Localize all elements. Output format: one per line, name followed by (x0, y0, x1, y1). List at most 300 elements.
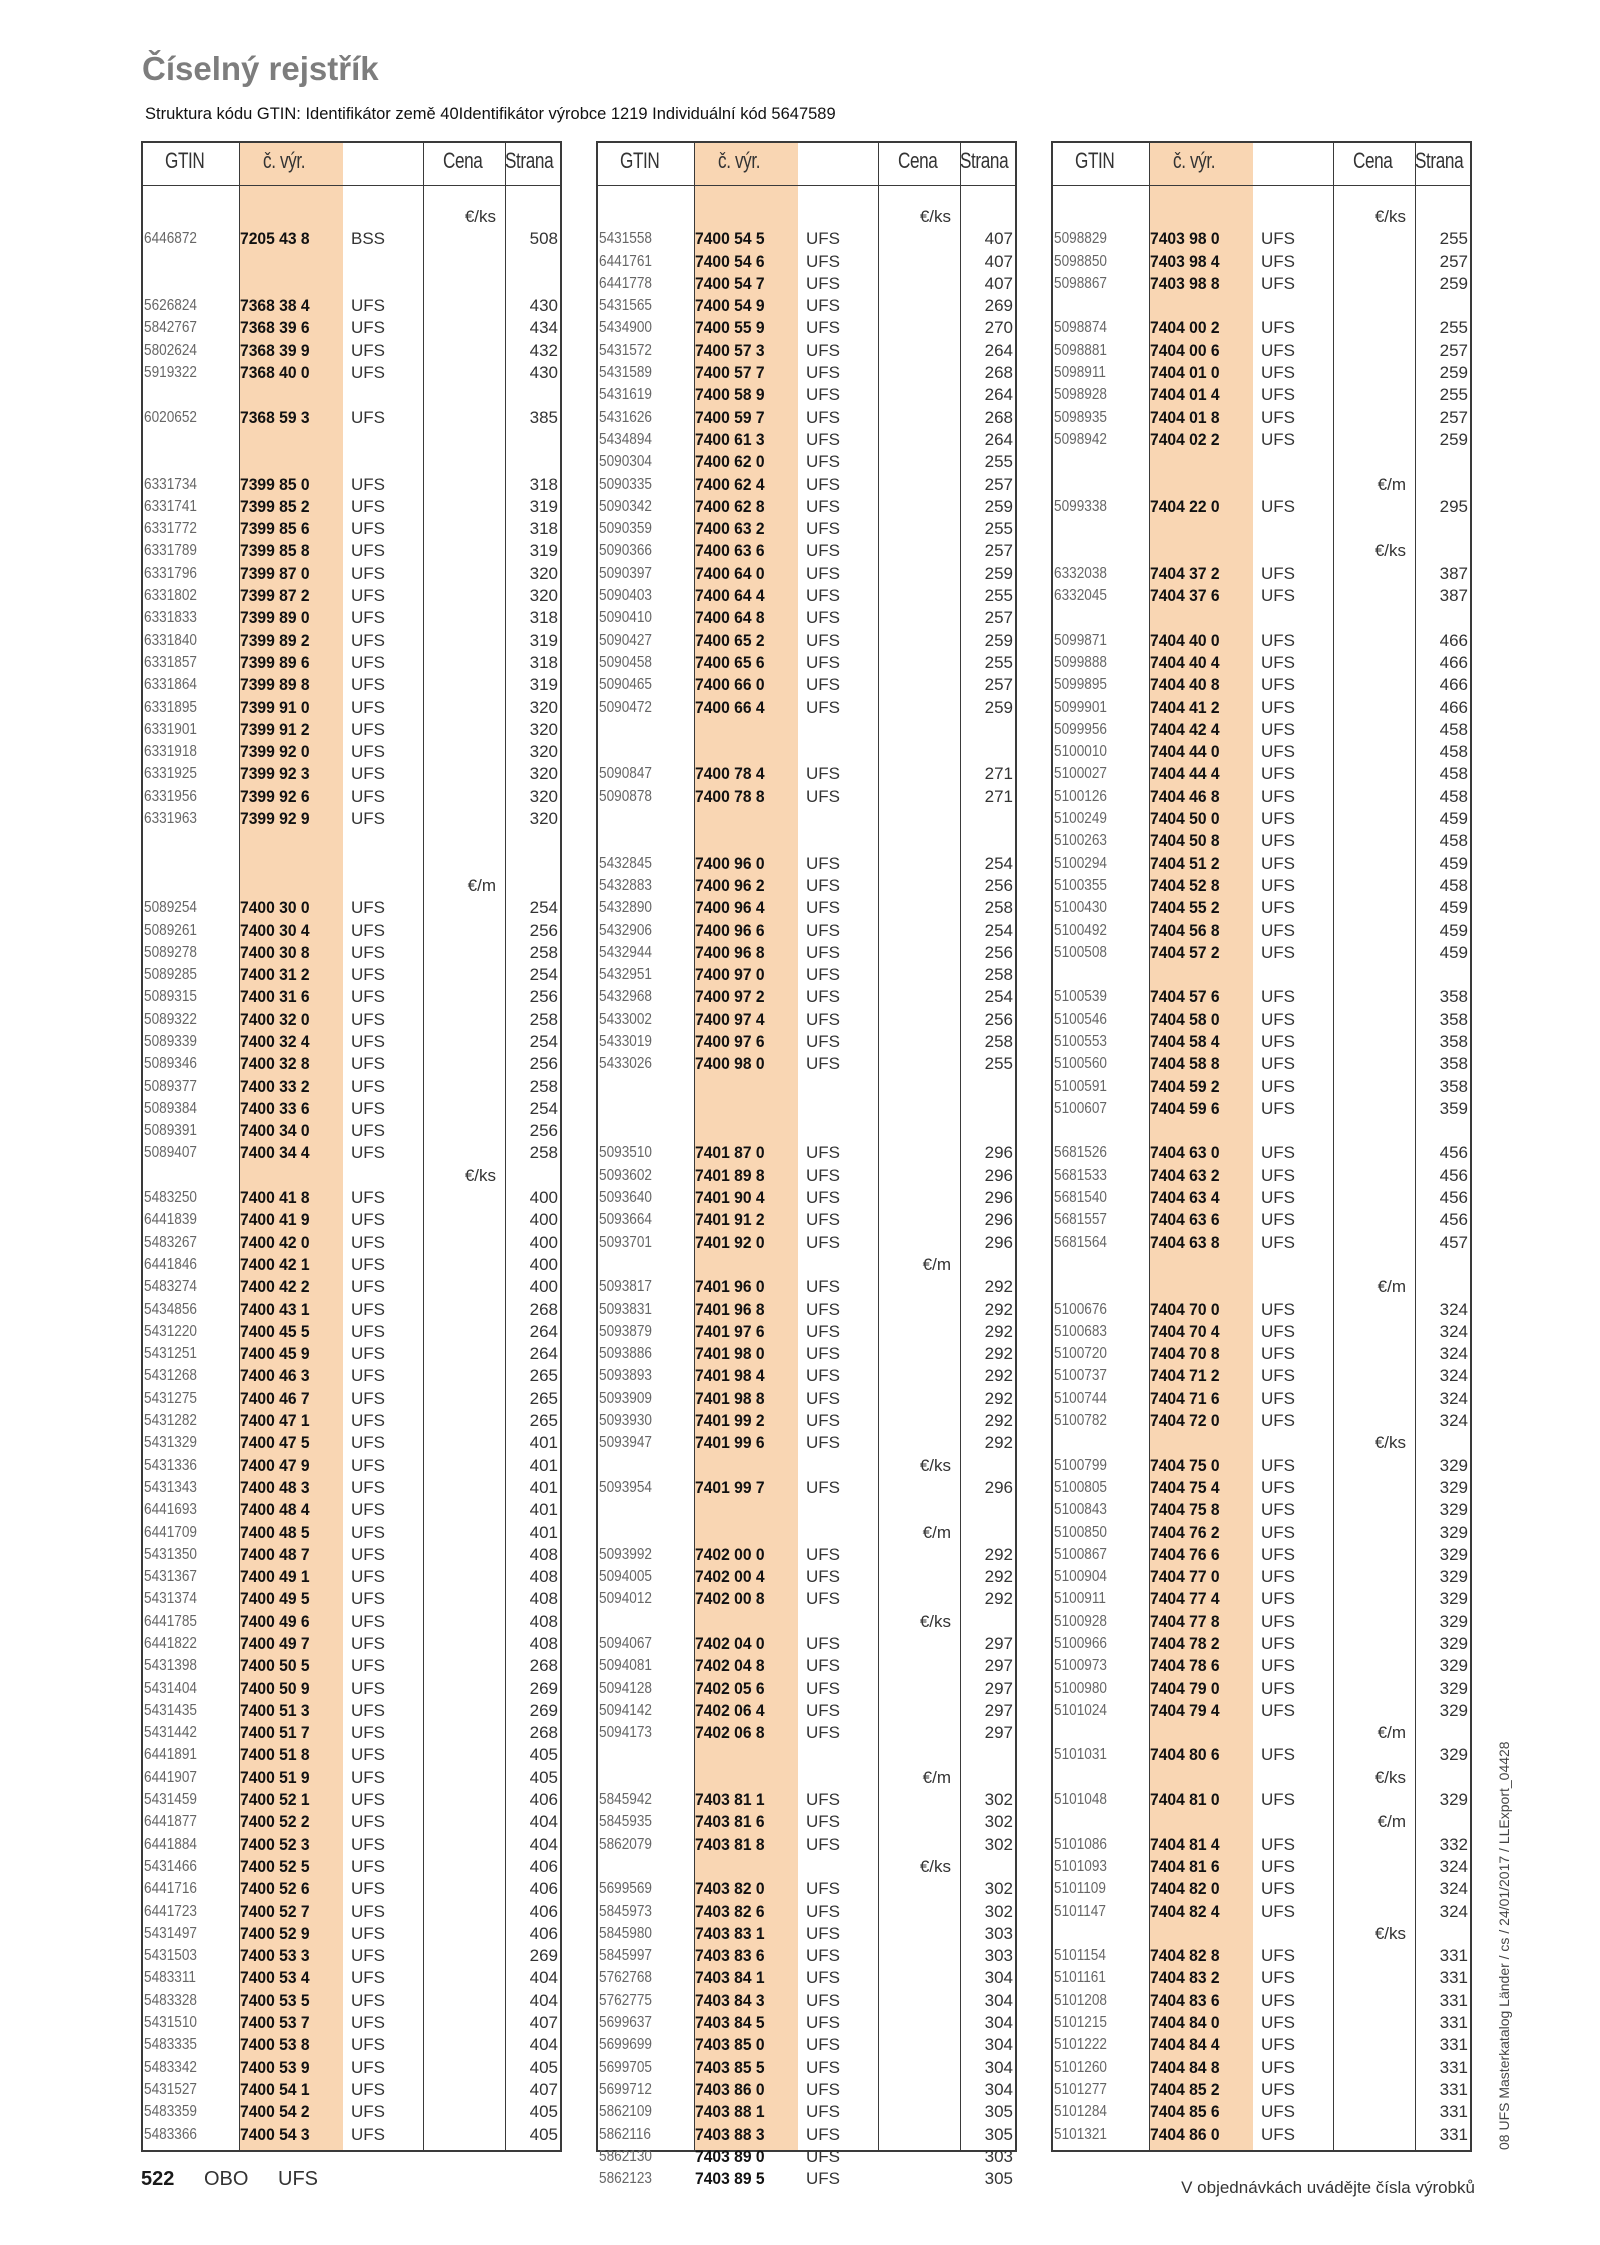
article-number: 7400 96 0 (695, 853, 765, 873)
table-row (1053, 1165, 1470, 1187)
gtin-code: 5093640 (599, 1189, 652, 1207)
article-number: 7400 64 4 (695, 586, 765, 606)
price-unit: €/ks (464, 207, 496, 226)
price-unit-row (598, 1767, 1015, 1789)
product-family-code: UFS (351, 1990, 385, 2010)
article-number: 7404 81 6 (1150, 1856, 1220, 1876)
article-number: 7404 76 6 (1150, 1544, 1220, 1564)
article-number: 7403 81 6 (695, 1812, 765, 1832)
gtin-code: 5483274 (144, 1278, 197, 1296)
table-row (598, 1187, 1015, 1209)
table-row (143, 1923, 560, 1945)
product-family-code: UFS (351, 1143, 385, 1163)
table-row (143, 1321, 560, 1343)
product-family-code: UFS (1261, 1210, 1295, 1230)
article-number: 7399 92 6 (240, 786, 310, 806)
table-row (143, 1187, 560, 1209)
catalog-page: 256 (529, 1054, 558, 1074)
price-unit: €/ks (919, 1611, 951, 1631)
table-row (1053, 362, 1470, 384)
gtin-code: 6331857 (144, 653, 197, 671)
price-unit-row (598, 1522, 1015, 1544)
product-family-code: UFS (806, 608, 840, 628)
gtin-code: 6331833 (144, 609, 197, 627)
table-row (1053, 1633, 1470, 1655)
table-row (143, 1722, 560, 1744)
catalog-page: 329 (1439, 1477, 1468, 1497)
product-family-code: UFS (806, 942, 840, 962)
price-unit-row (1053, 1811, 1470, 1833)
catalog-page: 407 (984, 229, 1013, 249)
table-row (1053, 1009, 1470, 1031)
article-number: 7399 91 0 (240, 697, 310, 717)
article-number: 7400 54 7 (695, 273, 765, 293)
product-family-code: UFS (351, 1388, 385, 1408)
gtin-code: 6332045 (1054, 587, 1107, 605)
product-family-code: UFS (351, 496, 385, 516)
gtin-code: 5098829 (1054, 230, 1107, 248)
table-row (598, 518, 1015, 540)
price-unit-row (143, 875, 560, 897)
article-number: 7399 92 3 (240, 764, 310, 784)
table-row (143, 1009, 560, 1031)
catalog-page: 319 (529, 630, 558, 650)
product-family-code: UFS (1261, 1589, 1295, 1609)
product-family-code: UFS (806, 697, 840, 717)
table-row (598, 496, 1015, 518)
product-family-code: UFS (1261, 675, 1295, 695)
product-family-code: UFS (351, 1589, 385, 1609)
spacer-row (598, 1499, 1015, 1521)
table-row (143, 474, 560, 496)
table-row (1053, 1209, 1470, 1231)
article-number: 7400 45 5 (240, 1321, 310, 1341)
catalog-page: 264 (529, 1344, 558, 1364)
catalog-page: 408 (529, 1544, 558, 1564)
catalog-page: 404 (529, 1834, 558, 1854)
product-family-code: UFS (351, 1232, 385, 1252)
table-row (143, 1878, 560, 1900)
gtin-code: 5100799 (1054, 1456, 1107, 1474)
gtin-code: 5093954 (599, 1478, 652, 1496)
gtin-code: 5483335 (144, 2036, 197, 2054)
article-number: 7403 85 5 (695, 2057, 765, 2077)
product-family-code: UFS (351, 1790, 385, 1810)
product-family-code: UFS (806, 1544, 840, 1564)
catalog-page: 405 (529, 1767, 558, 1787)
table-row (598, 317, 1015, 339)
article-number: 7404 77 4 (1150, 1589, 1220, 1609)
product-family-code: UFS (351, 1455, 385, 1475)
article-number: 7400 96 4 (695, 898, 765, 918)
catalog-page: 303 (984, 2146, 1013, 2166)
product-family-code: UFS (351, 1678, 385, 1698)
table-row (1053, 1789, 1470, 1811)
article-number: 7403 89 0 (695, 2146, 765, 2166)
gtin-code: 5101086 (1054, 1835, 1107, 1853)
spacer-row (143, 251, 560, 273)
article-number: 7404 78 6 (1150, 1656, 1220, 1676)
catalog-page: 458 (1439, 786, 1468, 806)
product-family-code: UFS (351, 1834, 385, 1854)
product-family-code: UFS (1261, 1856, 1295, 1876)
catalog-page: 265 (529, 1366, 558, 1386)
catalog-page: 320 (529, 809, 558, 829)
gtin-code: 5100973 (1054, 1657, 1107, 1675)
gtin-code: 5100263 (1054, 832, 1107, 850)
price-unit-row (1053, 540, 1470, 562)
table-row (1053, 1967, 1470, 1989)
table-row (1053, 1299, 1470, 1321)
product-family-code: UFS (806, 1790, 840, 1810)
product-family-code: UFS (351, 965, 385, 985)
gtin-code: 5483328 (144, 1991, 197, 2009)
catalog-page: 329 (1439, 1656, 1468, 1676)
product-family-code: UFS (351, 1009, 385, 1029)
table-row (143, 1967, 560, 1989)
gtin-code: 5098850 (1054, 252, 1107, 270)
gtin-code: 5431398 (144, 1657, 197, 1675)
article-number: 7400 66 0 (695, 675, 765, 695)
product-family-code: UFS (1261, 363, 1295, 383)
table-row (598, 1923, 1015, 1945)
article-number: 7400 97 4 (695, 1009, 765, 1029)
article-number: 7400 52 5 (240, 1856, 310, 1876)
catalog-page: 259 (1439, 273, 1468, 293)
catalog-page: 292 (984, 1388, 1013, 1408)
product-family-code: UFS (1261, 318, 1295, 338)
spacer-row (1053, 295, 1470, 317)
table-row (143, 786, 560, 808)
product-family-code: UFS (351, 987, 385, 1007)
gtin-code: 5089346 (144, 1055, 197, 1073)
table-row (1053, 1343, 1470, 1365)
product-family-code: UFS (1261, 340, 1295, 360)
product-family-code: UFS (351, 920, 385, 940)
table-row (598, 1789, 1015, 1811)
catalog-page: 271 (984, 786, 1013, 806)
product-family-code: UFS (351, 809, 385, 829)
gtin-code: 6441693 (144, 1501, 197, 1519)
article-number: 7205 43 8 (240, 229, 310, 249)
table-row (598, 2146, 1015, 2168)
article-number: 7404 83 2 (1150, 1968, 1220, 1988)
catalog-page: 401 (529, 1477, 558, 1497)
catalog-page: 329 (1439, 1745, 1468, 1765)
table-row (1053, 1700, 1470, 1722)
gtin-code: 5432906 (599, 921, 652, 939)
table-row (598, 563, 1015, 585)
product-family-code: UFS (351, 1477, 385, 1497)
table-row (1053, 920, 1470, 942)
article-number: 7400 30 0 (240, 898, 310, 918)
table-row (598, 362, 1015, 384)
product-family-code: UFS (351, 1321, 385, 1341)
article-number: 7401 92 0 (695, 1232, 765, 1252)
gtin-code: 5431527 (144, 2080, 197, 2098)
spacer-row (598, 1744, 1015, 1766)
catalog-page: 318 (529, 474, 558, 494)
gtin-code: 6331864 (144, 676, 197, 694)
product-family-code: UFS (351, 318, 385, 338)
product-family-code: UFS (351, 1299, 385, 1319)
catalog-page: 407 (984, 273, 1013, 293)
gtin-code: 5101277 (1054, 2080, 1107, 2098)
table-row (1053, 1455, 1470, 1477)
gtin-code: 5432890 (599, 899, 652, 917)
gtin-code: 5431336 (144, 1456, 197, 1474)
article-number: 7403 84 3 (695, 1990, 765, 2010)
gtin-code: 5100850 (1054, 1523, 1107, 1541)
gtin-code: 5919322 (144, 364, 197, 382)
catalog-page: 304 (984, 1990, 1013, 2010)
gtin-code: 5100737 (1054, 1367, 1107, 1385)
article-number: 7404 40 8 (1150, 675, 1220, 695)
product-family-code: UFS (1261, 1790, 1295, 1810)
catalog-page: 324 (1439, 1879, 1468, 1899)
gtin-structure-note: Struktura kódu GTIN: Identifikátor země 40Identifikátor výrobce 1219 Individuální kód 5647589 (145, 105, 836, 123)
gtin-code: 5101161 (1054, 1969, 1106, 1987)
table-row (598, 1276, 1015, 1298)
table-row (143, 630, 560, 652)
gtin-code: 5100843 (1054, 1501, 1107, 1519)
article-number: 7404 63 8 (1150, 1232, 1220, 1252)
catalog-page: 255 (1439, 229, 1468, 249)
product-family-code: UFS (1261, 1031, 1295, 1051)
article-number: 7400 53 4 (240, 1968, 310, 1988)
price-unit: €/ks (1374, 207, 1406, 226)
catalog-page: 318 (529, 652, 558, 672)
article-number: 7401 99 2 (695, 1411, 765, 1431)
catalog-page: 430 (529, 296, 558, 316)
article-number: 7400 54 6 (695, 251, 765, 271)
spacer-row (1053, 1120, 1470, 1142)
article-number: 7400 47 9 (240, 1455, 310, 1475)
table-row (143, 1053, 560, 1075)
gtin-code: 5681564 (1054, 1233, 1107, 1251)
gtin-code: 6331840 (144, 631, 197, 649)
gtin-code: 5431466 (144, 1857, 197, 1875)
gtin-code: 5101154 (1054, 1947, 1106, 1965)
table-row (598, 2034, 1015, 2056)
table-row (143, 563, 560, 585)
table-row (143, 942, 560, 964)
product-family-code: UFS (1261, 429, 1295, 449)
product-family-code: UFS (1261, 273, 1295, 293)
catalog-page: 255 (1439, 385, 1468, 405)
gtin-code: 5099901 (1054, 698, 1107, 716)
gtin-code: 5433019 (599, 1032, 652, 1050)
article-number: 7404 84 0 (1150, 2013, 1220, 2033)
header-price: Cena (1353, 148, 1393, 173)
table-row (1053, 1053, 1470, 1075)
table-row (143, 317, 560, 339)
table-row (143, 897, 560, 919)
product-family-code: UFS (806, 1879, 840, 1899)
article-number: 7404 63 4 (1150, 1188, 1220, 1208)
catalog-page: 268 (529, 1656, 558, 1676)
gtin-code: 5483342 (144, 2058, 197, 2076)
article-number: 7404 40 4 (1150, 652, 1220, 672)
gtin-code: 5090410 (599, 609, 652, 627)
article-number: 7403 82 6 (695, 1901, 765, 1921)
catalog-page: 255 (984, 652, 1013, 672)
catalog-page: 405 (529, 2124, 558, 2144)
table-row (598, 451, 1015, 473)
article-number: 7399 87 2 (240, 586, 310, 606)
catalog-page: 255 (984, 452, 1013, 472)
product-family-code: UFS (351, 1723, 385, 1743)
article-number: 7404 71 6 (1150, 1388, 1220, 1408)
catalog-page: 320 (529, 786, 558, 806)
article-number: 7368 39 6 (240, 318, 310, 338)
table-row (143, 1789, 560, 1811)
catalog-page: 255 (984, 586, 1013, 606)
article-number: 7404 83 6 (1150, 1990, 1220, 2010)
article-number: 7404 77 8 (1150, 1611, 1220, 1631)
spacer-row (598, 1098, 1015, 1120)
table-row (143, 2124, 560, 2146)
gtin-code: 5483250 (144, 1189, 197, 1207)
catalog-page: 254 (529, 1098, 558, 1118)
gtin-code: 5100911 (1054, 1590, 1106, 1608)
spacer-row (598, 1076, 1015, 1098)
brand-name: OBO (204, 2168, 249, 2190)
catalog-page: 331 (1439, 1968, 1468, 1988)
catalog-page: 259 (984, 697, 1013, 717)
product-family-code: UFS (806, 1634, 840, 1653)
table-row (598, 2124, 1015, 2146)
price-unit-row (143, 1165, 560, 1187)
table-row (143, 228, 560, 250)
gtin-code: 5093817 (599, 1278, 652, 1296)
catalog-page: 407 (984, 251, 1013, 271)
article-number: 7404 63 0 (1150, 1143, 1220, 1163)
product-family-code: UFS (1261, 831, 1295, 851)
table-row (598, 786, 1015, 808)
article-number: 7403 98 8 (1150, 273, 1220, 293)
article-number: 7400 32 4 (240, 1031, 310, 1051)
catalog-page: 292 (984, 1299, 1013, 1319)
table-row (143, 1856, 560, 1878)
table-row (143, 1031, 560, 1053)
product-family-code: UFS (806, 318, 840, 338)
catalog-page: 401 (529, 1433, 558, 1453)
price-unit: €/m (922, 1254, 951, 1274)
article-number: 7402 06 8 (695, 1723, 765, 1743)
price-unit-row (598, 1455, 1015, 1477)
price-unit-row (598, 1254, 1015, 1276)
catalog-page: 304 (984, 2057, 1013, 2077)
product-family-code: UFS (351, 786, 385, 806)
product-family-code: UFS (351, 1054, 385, 1074)
product-family-code: UFS (806, 2146, 840, 2166)
catalog-page: 324 (1439, 1388, 1468, 1408)
gtin-code: 5101109 (1054, 1880, 1106, 1898)
article-number: 7400 96 2 (695, 875, 765, 895)
gtin-code: 5862116 (599, 2125, 651, 2143)
header-gtin: GTIN (165, 148, 205, 173)
catalog-page: 466 (1439, 675, 1468, 695)
gtin-code: 6441709 (144, 1523, 197, 1541)
catalog-page: 257 (1439, 251, 1468, 271)
gtin-code: 5093602 (599, 1166, 652, 1184)
article-number: 7404 50 0 (1150, 809, 1220, 829)
gtin-code: 5699699 (599, 2036, 652, 2054)
gtin-code: 5862123 (599, 2170, 652, 2188)
article-number: 7404 01 0 (1150, 363, 1220, 383)
article-number: 7404 58 0 (1150, 1009, 1220, 1029)
catalog-page: 296 (984, 1143, 1013, 1163)
article-number: 7404 37 6 (1150, 586, 1220, 606)
table-row (598, 585, 1015, 607)
catalog-page: 459 (1439, 920, 1468, 940)
catalog-page: 459 (1439, 809, 1468, 829)
article-number: 7399 92 0 (240, 742, 310, 762)
product-family-code: UFS (1261, 1656, 1295, 1676)
gtin-code: 5431251 (144, 1345, 197, 1363)
catalog-page: 271 (984, 764, 1013, 784)
catalog-page: 358 (1439, 1031, 1468, 1051)
article-number: 7400 53 9 (240, 2057, 310, 2077)
table-row (598, 674, 1015, 696)
product-family-code: UFS (1261, 742, 1295, 762)
catalog-page: 401 (529, 1455, 558, 1475)
catalog-page: 292 (984, 1344, 1013, 1364)
table-row (1053, 808, 1470, 830)
gtin-code: 5681557 (1054, 1211, 1107, 1229)
table-row (598, 964, 1015, 986)
gtin-code: 5434894 (599, 430, 652, 448)
table-row (598, 295, 1015, 317)
catalog-page: 319 (529, 675, 558, 695)
product-family-code: UFS (351, 407, 385, 427)
table-row (598, 1365, 1015, 1387)
article-number: 7400 52 6 (240, 1879, 310, 1899)
gtin-code: 5101031 (1054, 1746, 1107, 1764)
gtin-code: 5432951 (599, 966, 652, 984)
article-number: 7402 00 8 (695, 1589, 765, 1609)
catalog-page: 400 (529, 1277, 558, 1297)
product-family-code: UFS (1261, 586, 1295, 606)
catalog-page: 265 (529, 1411, 558, 1431)
product-family-code: UFS (806, 1344, 840, 1364)
gtin-code: 5431350 (144, 1545, 197, 1563)
article-number: 7400 34 4 (240, 1143, 310, 1163)
article-number: 7401 98 0 (695, 1344, 765, 1364)
table-row (1053, 1410, 1470, 1432)
table-row (598, 1142, 1015, 1164)
product-family-code: UFS (806, 1433, 840, 1453)
product-family-code: UFS (1261, 1879, 1295, 1899)
table-row (1053, 1232, 1470, 1254)
table-row (598, 607, 1015, 629)
header-page: Strana (505, 148, 554, 173)
spacer-row (1053, 451, 1470, 473)
article-number: 7400 51 9 (240, 1767, 310, 1787)
table-row (143, 1388, 560, 1410)
product-family-code: UFS (351, 563, 385, 583)
article-number: 7400 53 5 (240, 1990, 310, 2010)
catalog-page: 457 (1439, 1232, 1468, 1252)
table-row (598, 1053, 1015, 1075)
catalog-page: 257 (984, 608, 1013, 628)
table-row (1053, 384, 1470, 406)
product-family-code: UFS (806, 519, 840, 539)
article-number: 7404 82 8 (1150, 1946, 1220, 1966)
article-number: 7404 77 0 (1150, 1567, 1220, 1587)
product-family-code: UFS (806, 1656, 840, 1676)
